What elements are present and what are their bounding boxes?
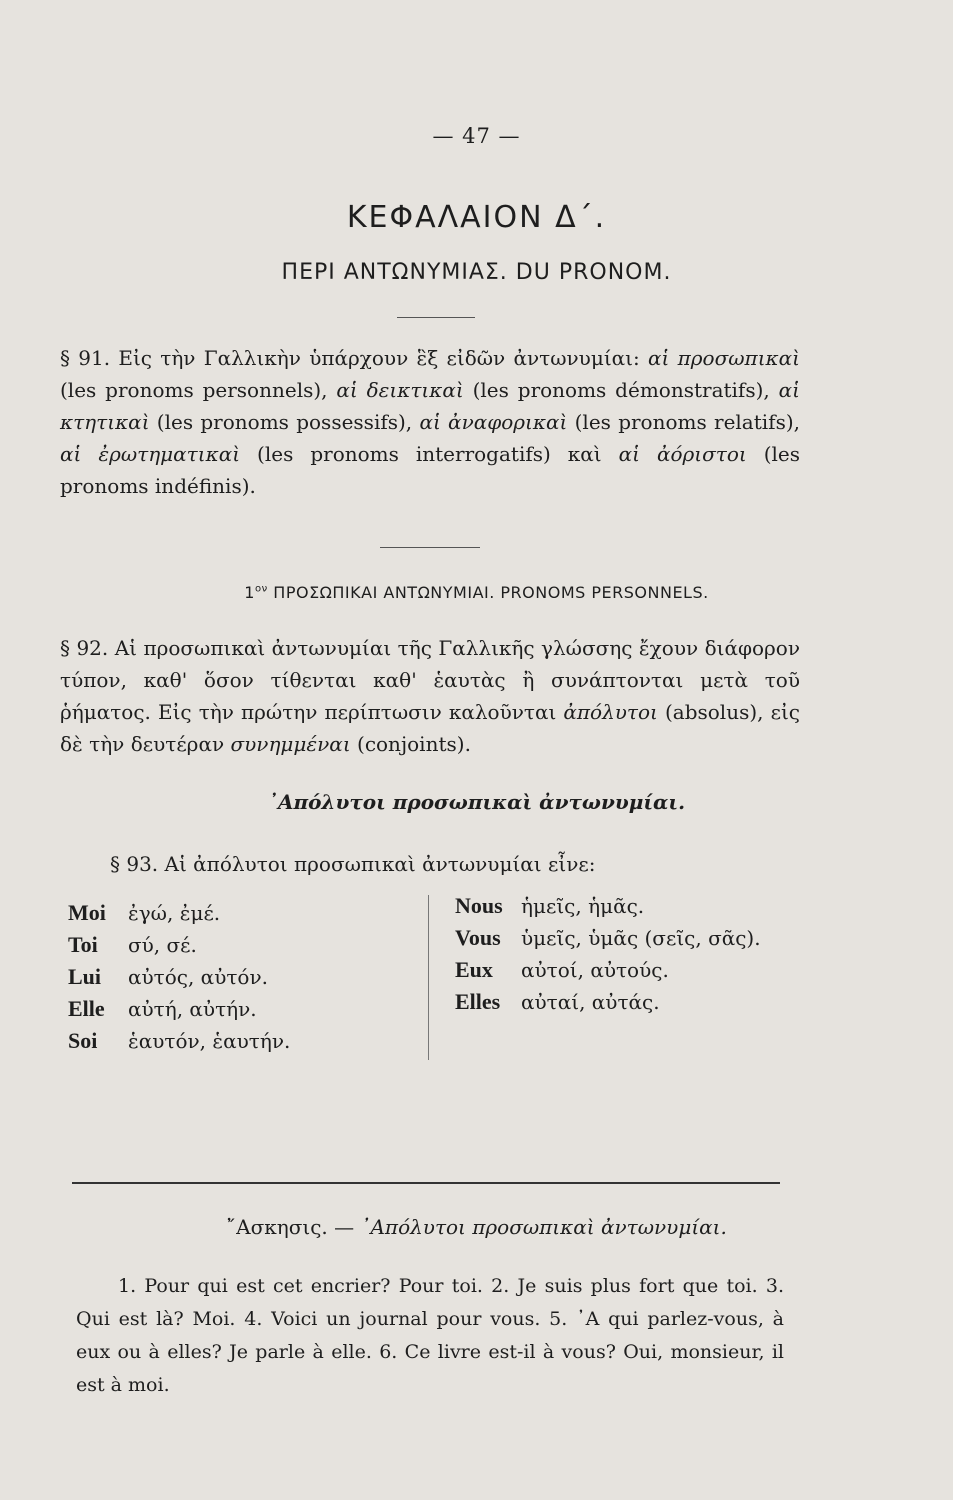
subheading: ᾿Απόλυτοι προσωπικαὶ ἀντωνυμίαι.: [267, 790, 686, 814]
divider: [380, 547, 480, 548]
section-92-paragraph: § 92. Αἱ προσωπικαὶ ἀντωνυμίαι τῆς Γαλλικῆς γλώσσης ἔχουν διάφορον τύπον, καθ' ὅσον τίθενται καθ' ἑαυτὰς ἢ συνάπτονται μετὰ τοῦ ῥήματος. Εἰς τὴν πρώτην περίπτωσιν καλοῦνται ἀπόλυτοι (absolus), εἰς δὲ τὴν δευτέραν συνημμέναι (conjoints).: [60, 636, 800, 756]
chapter-title: ΚΕΦΑΛΑΙΟΝ Δ΄.: [346, 200, 607, 235]
chapter-subtitle: ΠΕΡΙ ΑΝΤΩΝΥΜΙΑΣ. DU PRONOM.: [281, 260, 672, 285]
pronoun-row: Soi ἑαυτόν, ἑαυτήν.: [68, 1028, 291, 1053]
page-number: — 47 —: [432, 124, 521, 148]
column-divider: [428, 895, 429, 1060]
section-marker: § 92.: [60, 636, 109, 660]
section-marker: § 93.: [110, 852, 159, 876]
footer-rule: [72, 1182, 780, 1184]
pronoun-row: Eux αὐτοί, αὐτούς.: [455, 957, 669, 982]
pronoun-row: Toi σύ, σέ.: [68, 932, 197, 957]
pronoun-row: Elle αὐτή, αὐτήν.: [68, 996, 257, 1021]
section-93-line: § 93. Αἱ ἀπόλυτοι προσωπικαὶ ἀντωνυμίαι εἶνε:: [110, 852, 596, 876]
pronoun-row: Elles αὐταί, αὐτάς.: [455, 989, 660, 1014]
section-marker: § 91.: [60, 346, 111, 370]
exercise-text: 1. Pour qui est cet encrier? Pour toi. 2. Je suis plus fort que toi. 3. Qui est là? Moi. 4. Voici un journal pour vous. 5. ᾿A qui parlez-vous, à eux ou à elles? Je parle à elle. 6. Ce livre est-il à vous? Oui, monsieur, il est à moi.: [76, 1275, 784, 1396]
pronoun-row: Nous ἡμεῖς, ἡμᾶς.: [455, 893, 645, 918]
exercise-heading: ῎Ασκησις. — ᾿Απόλυτοι προσωπικαὶ ἀντωνυμίαι.: [226, 1215, 727, 1239]
section-heading: $1^{o\nu}$ ΠΡΟΣΩΠΙΚΑΙ ΑΝΤΩΝΥΜΙΑΙ. PRONOMS PERSONNELS.: [244, 583, 709, 602]
pronoun-row: Vous ὑμεῖς, ὑμᾶς (σεῖς, σᾶς).: [455, 925, 761, 950]
section-91-paragraph: § 91. Εἰς τὴν Γαλλικὴν ὑπάρχουν ἓξ εἰδῶν ἀντωνυμίαι: αἱ προσωπικαὶ (les pronoms personnels), αἱ δεικτικαὶ (les pronoms démonstratifs), αἱ κτητικαὶ (les pronoms possessifs), αἱ ἀναφορικαὶ (les pronoms relatifs), αἱ ἐρωτηματικαὶ (les pronoms interrogatifs) καὶ αἱ ἀόριστοι (les pronoms indéfinis).: [60, 346, 801, 498]
pronoun-list-singular: [68, 897, 290, 1057]
pronoun-row: Moi ἐγώ, ἐμέ.: [68, 900, 221, 925]
pronoun-list-plural: [455, 890, 761, 1018]
divider: [397, 317, 475, 318]
pronoun-row: Lui αὐτός, αὐτόν.: [68, 964, 268, 989]
